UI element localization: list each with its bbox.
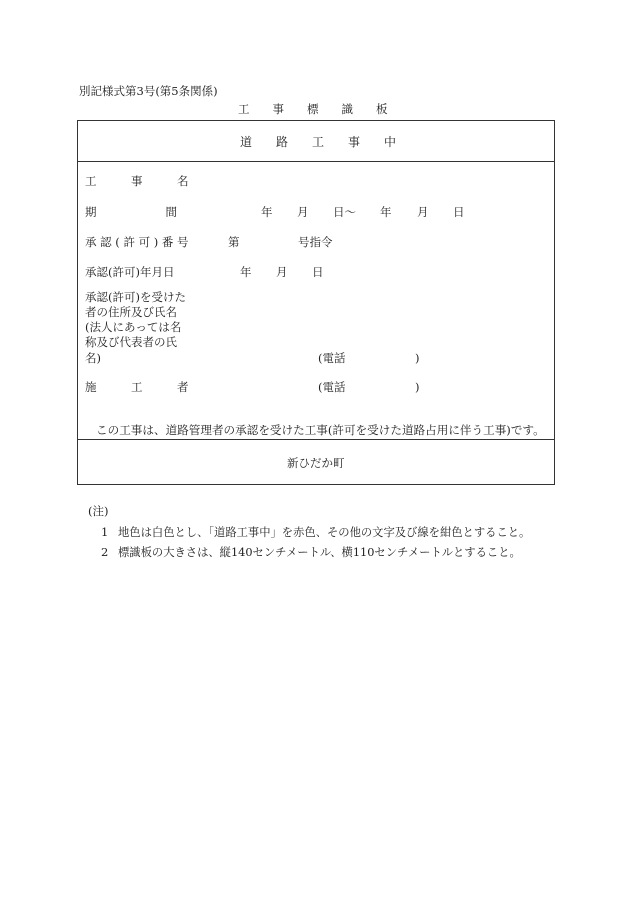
period-label: 期 間 [85, 205, 177, 219]
period-start-month: 月 [297, 205, 309, 219]
divider-issuer [78, 439, 554, 440]
note-2-text: 標識板の大きさは、縦140センチメートル、横110センチメートルとすること。 [118, 546, 521, 559]
construction-sign-board [77, 120, 555, 485]
contractor-label: 施 工 者 [85, 380, 189, 394]
period-start-year: 年 [261, 205, 273, 219]
approval-statement: この工事は、道路管理者の承認を受けた工事(許可を受けた道路占用に伴う工事)です。 [96, 423, 545, 437]
work-name-label: 工 事 名 [85, 174, 189, 188]
period-start-day: 日〜 [333, 205, 356, 219]
approvee-label-line-5: 名) [85, 351, 101, 365]
approval-date-label: 承認(許可)年月日 [85, 265, 175, 279]
period-end-year: 年 [380, 205, 392, 219]
approvee-label-line-1: 承認(許可)を受けた [85, 290, 186, 304]
approval-number-suffix: 号指令 [298, 235, 333, 249]
note-1-text: 地色は白色とし、「道路工事中」を赤色、その他の文字及び線を紺色とすること。 [118, 526, 531, 539]
approval-date-year: 年 [240, 265, 252, 279]
approvee-tel-close: ) [415, 351, 420, 365]
sign-headline: 道 路 工 事 中 [240, 135, 397, 149]
notes-heading: (注) [88, 504, 109, 518]
period-end-day: 日 [453, 205, 465, 219]
note-2-number: 2 [101, 545, 109, 559]
approvee-label-line-2: 者の住所及び氏名 [85, 305, 177, 319]
document-title: 工 事 標 識 板 [238, 102, 388, 116]
issuer-name: 新ひだか町 [287, 456, 345, 470]
approvee-label-line-3: (法人にあっては名 [85, 320, 182, 334]
approval-number-label: 承 認 ( 許 可 ) 番 号 [85, 235, 189, 249]
approval-number-prefix: 第 [228, 235, 240, 249]
form-reference: 別記様式第3号(第5条関係) [79, 84, 218, 98]
approval-date-month: 月 [276, 265, 288, 279]
divider-headline [78, 161, 554, 162]
contractor-tel-open: (電話 [318, 380, 346, 394]
period-end-month: 月 [417, 205, 429, 219]
contractor-tel-close: ) [415, 380, 420, 394]
approval-date-day: 日 [312, 265, 324, 279]
approvee-tel-open: (電話 [318, 351, 346, 365]
note-1-number: 1 [101, 525, 109, 539]
approvee-label-line-4: 称及び代表者の氏 [85, 335, 177, 349]
